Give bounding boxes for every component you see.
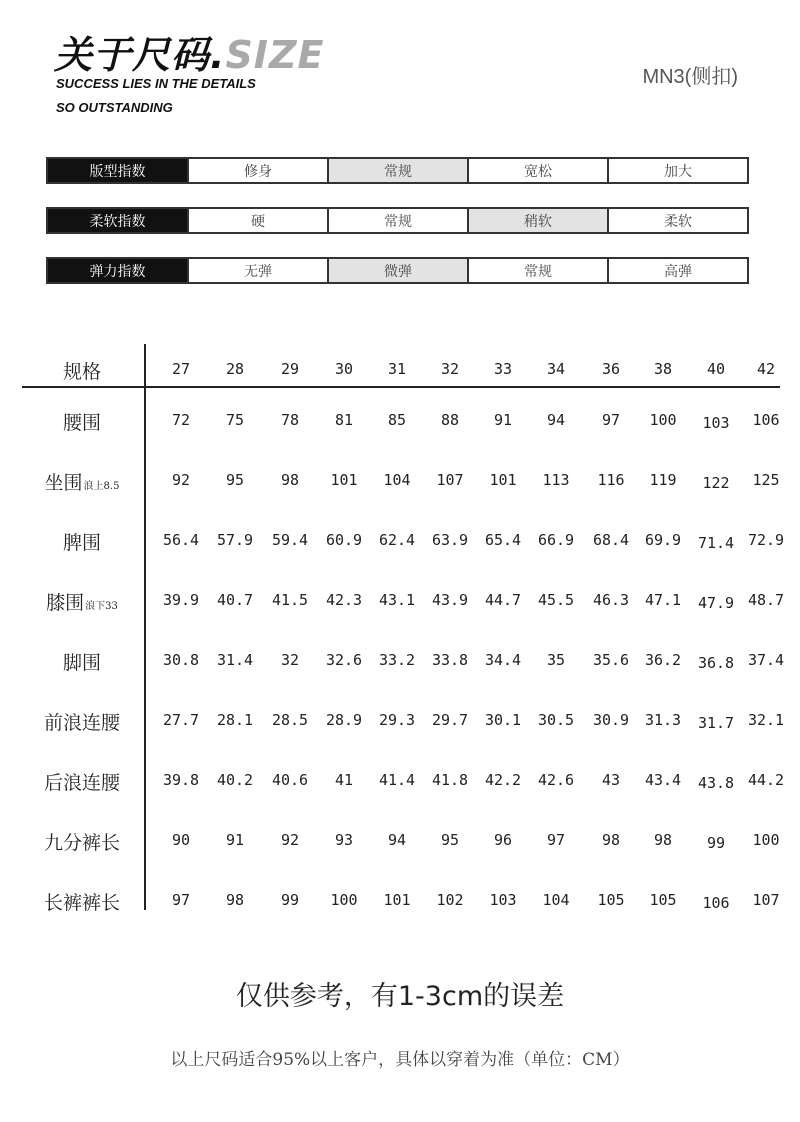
index-option: 硬 [187, 209, 327, 232]
measurement-name: 脚围 [62, 652, 101, 674]
title-accent: SIZE [225, 33, 325, 77]
table-cell: 95 [225, 471, 245, 489]
size-column-header: 27 [171, 360, 191, 378]
table-cell: 33.2 [378, 651, 416, 669]
measurement-name: 腰围 [62, 412, 101, 434]
table-cell: 94 [387, 831, 407, 849]
table-cell: 106 [702, 894, 730, 912]
measurement-label [20, 768, 144, 795]
table-cell: 95 [440, 831, 460, 849]
table-cell: 60.9 [325, 531, 363, 549]
table-cell: 36.2 [644, 651, 682, 669]
index-option: 加大 [607, 159, 747, 182]
table-cell: 36.8 [697, 654, 735, 672]
table-cell: 101 [383, 891, 411, 909]
model-code: MN3(侧扣) [642, 66, 738, 88]
table-cell: 40.6 [271, 771, 309, 789]
index-label: 弹力指数 [48, 259, 187, 282]
table-cell: 40.7 [216, 591, 254, 609]
table-cell: 43.1 [378, 591, 416, 609]
table-cell: 104 [542, 891, 570, 909]
measurement-label [20, 468, 144, 495]
size-column-header: 29 [280, 360, 300, 378]
size-column-header: 28 [225, 360, 245, 378]
measurement-name: 后浪连腰 [43, 772, 120, 794]
index-option-selected: 稍软 [467, 209, 607, 232]
table-cell: 35 [546, 651, 566, 669]
table-cell: 105 [597, 891, 625, 909]
page-title [54, 24, 324, 79]
table-cell: 107 [752, 891, 780, 909]
table-cell: 102 [436, 891, 464, 909]
table-cell: 30.8 [162, 651, 200, 669]
table-cell: 44.7 [484, 591, 522, 609]
table-cell: 92 [171, 471, 191, 489]
size-column-header: 38 [653, 360, 673, 378]
table-cell: 45.5 [537, 591, 575, 609]
table-cell: 28.1 [216, 711, 254, 729]
size-column-header: 30 [334, 360, 354, 378]
index-label: 柔软指数 [48, 209, 187, 232]
index-option: 常规 [327, 209, 467, 232]
table-cell: 71.4 [697, 534, 735, 552]
table-cell: 65.4 [484, 531, 522, 549]
table-cell: 57.9 [216, 531, 254, 549]
table-cell: 43.8 [697, 774, 735, 792]
table-cell: 59.4 [271, 531, 309, 549]
table-cell: 93 [334, 831, 354, 849]
table-cell: 31.4 [216, 651, 254, 669]
tagline-line-2: SO OUTSTANDING [56, 100, 173, 115]
table-cell: 62.4 [378, 531, 416, 549]
table-cell: 41 [334, 771, 354, 789]
table-cell: 96 [493, 831, 513, 849]
index-option-selected: 常规 [327, 159, 467, 182]
table-cell: 39.8 [162, 771, 200, 789]
table-cell: 103 [702, 414, 730, 432]
table-cell: 97 [601, 411, 621, 429]
table-cell: 33.8 [431, 651, 469, 669]
index-option: 高弹 [607, 259, 747, 282]
size-column-header: 31 [387, 360, 407, 378]
table-cell: 66.9 [537, 531, 575, 549]
table-cell: 98 [225, 891, 245, 909]
table-cell: 99 [706, 834, 726, 852]
table-cell: 27.7 [162, 711, 200, 729]
table-cell: 105 [649, 891, 677, 909]
table-cell: 63.9 [431, 531, 469, 549]
table-cell: 92 [280, 831, 300, 849]
table-cell: 30.9 [592, 711, 630, 729]
table-cell: 28.9 [325, 711, 363, 729]
table-cell: 30.5 [537, 711, 575, 729]
measurement-label [20, 828, 144, 855]
measurement-note: 浪上8.5 [83, 481, 120, 492]
table-cell: 32.6 [325, 651, 363, 669]
table-cell: 90 [171, 831, 191, 849]
table-horizontal-divider [22, 386, 780, 388]
measurement-name: 九分裤长 [43, 832, 120, 854]
table-cell: 101 [489, 471, 517, 489]
table-cell: 32 [280, 651, 300, 669]
table-cell: 97 [546, 831, 566, 849]
measurement-label [20, 888, 144, 915]
size-header-label: 规格 [62, 361, 101, 383]
index-row [46, 157, 749, 184]
table-cell: 116 [597, 471, 625, 489]
table-cell: 98 [653, 831, 673, 849]
table-cell: 48.7 [747, 591, 785, 609]
measurement-name: 坐围 [44, 472, 83, 494]
table-cell: 46.3 [592, 591, 630, 609]
table-cell: 47.9 [697, 594, 735, 612]
measurement-name: 脾围 [62, 532, 101, 554]
table-cell: 43.4 [644, 771, 682, 789]
table-cell: 97 [171, 891, 191, 909]
size-column-header: 36 [601, 360, 621, 378]
table-cell: 78 [280, 411, 300, 429]
table-cell: 69.9 [644, 531, 682, 549]
measurement-label [20, 528, 144, 555]
table-cell: 100 [330, 891, 358, 909]
index-option: 修身 [187, 159, 327, 182]
measurement-label [20, 648, 144, 675]
table-cell: 32.1 [747, 711, 785, 729]
table-cell: 43 [601, 771, 621, 789]
measurement-note: 浪下33 [85, 601, 118, 612]
table-cell: 75 [225, 411, 245, 429]
table-cell: 37.4 [747, 651, 785, 669]
index-label: 版型指数 [48, 159, 187, 182]
measurement-name: 膝围 [46, 592, 85, 614]
table-cell: 125 [752, 471, 780, 489]
table-cell: 122 [702, 474, 730, 492]
size-column-header: 42 [756, 360, 776, 378]
table-cell: 31.3 [644, 711, 682, 729]
table-cell: 106 [752, 411, 780, 429]
size-column-header: 40 [706, 360, 726, 378]
index-option: 常规 [467, 259, 607, 282]
index-option: 宽松 [467, 159, 607, 182]
table-cell: 100 [752, 831, 780, 849]
index-row [46, 207, 749, 234]
index-row [46, 257, 749, 284]
measurement-label [20, 588, 144, 615]
table-cell: 99 [280, 891, 300, 909]
table-cell: 41.8 [431, 771, 469, 789]
measurement-name: 长裤裤长 [43, 892, 120, 914]
table-cell: 31.7 [697, 714, 735, 732]
table-cell: 68.4 [592, 531, 630, 549]
table-cell: 98 [280, 471, 300, 489]
table-cell: 113 [542, 471, 570, 489]
table-cell: 44.2 [747, 771, 785, 789]
table-cell: 28.5 [271, 711, 309, 729]
table-cell: 119 [649, 471, 677, 489]
table-cell: 34.4 [484, 651, 522, 669]
table-cell: 41.5 [271, 591, 309, 609]
table-cell: 103 [489, 891, 517, 909]
table-cell: 85 [387, 411, 407, 429]
tolerance-note: 仅供参考，有1-3cm的误差 [235, 981, 565, 1012]
table-cell: 39.9 [162, 591, 200, 609]
table-cell: 40.2 [216, 771, 254, 789]
fit-note: 以上尺码适合95%以上客户，具体以穿着为准（单位：CM） [170, 1050, 630, 1070]
table-cell: 100 [649, 411, 677, 429]
table-cell: 91 [493, 411, 513, 429]
table-cell: 35.6 [592, 651, 630, 669]
table-cell: 88 [440, 411, 460, 429]
table-cell: 81 [334, 411, 354, 429]
table-cell: 56.4 [162, 531, 200, 549]
table-cell: 42.3 [325, 591, 363, 609]
index-option: 无弹 [187, 259, 327, 282]
table-cell: 41.4 [378, 771, 416, 789]
table-cell: 43.9 [431, 591, 469, 609]
size-column-header: 32 [440, 360, 460, 378]
size-column-header: 33 [493, 360, 513, 378]
table-cell: 42.2 [484, 771, 522, 789]
tagline-line-1: SUCCESS LIES IN THE DETAILS [56, 76, 256, 91]
measurement-label [20, 708, 144, 735]
table-cell: 42.6 [537, 771, 575, 789]
table-vertical-divider [144, 344, 146, 910]
table-cell: 104 [383, 471, 411, 489]
index-option-selected: 微弹 [327, 259, 467, 282]
table-cell: 91 [225, 831, 245, 849]
measurement-name: 前浪连腰 [43, 712, 120, 734]
table-cell: 107 [436, 471, 464, 489]
table-cell: 47.1 [644, 591, 682, 609]
index-option: 柔软 [607, 209, 747, 232]
table-cell: 101 [330, 471, 358, 489]
title-text: 关于尺码. [54, 33, 226, 77]
table-cell: 29.7 [431, 711, 469, 729]
measurement-label [20, 408, 144, 435]
table-cell: 98 [601, 831, 621, 849]
table-cell: 72 [171, 411, 191, 429]
table-cell: 72.9 [747, 531, 785, 549]
table-cell: 94 [546, 411, 566, 429]
table-cell: 29.3 [378, 711, 416, 729]
table-cell: 30.1 [484, 711, 522, 729]
size-column-header: 34 [546, 360, 566, 378]
